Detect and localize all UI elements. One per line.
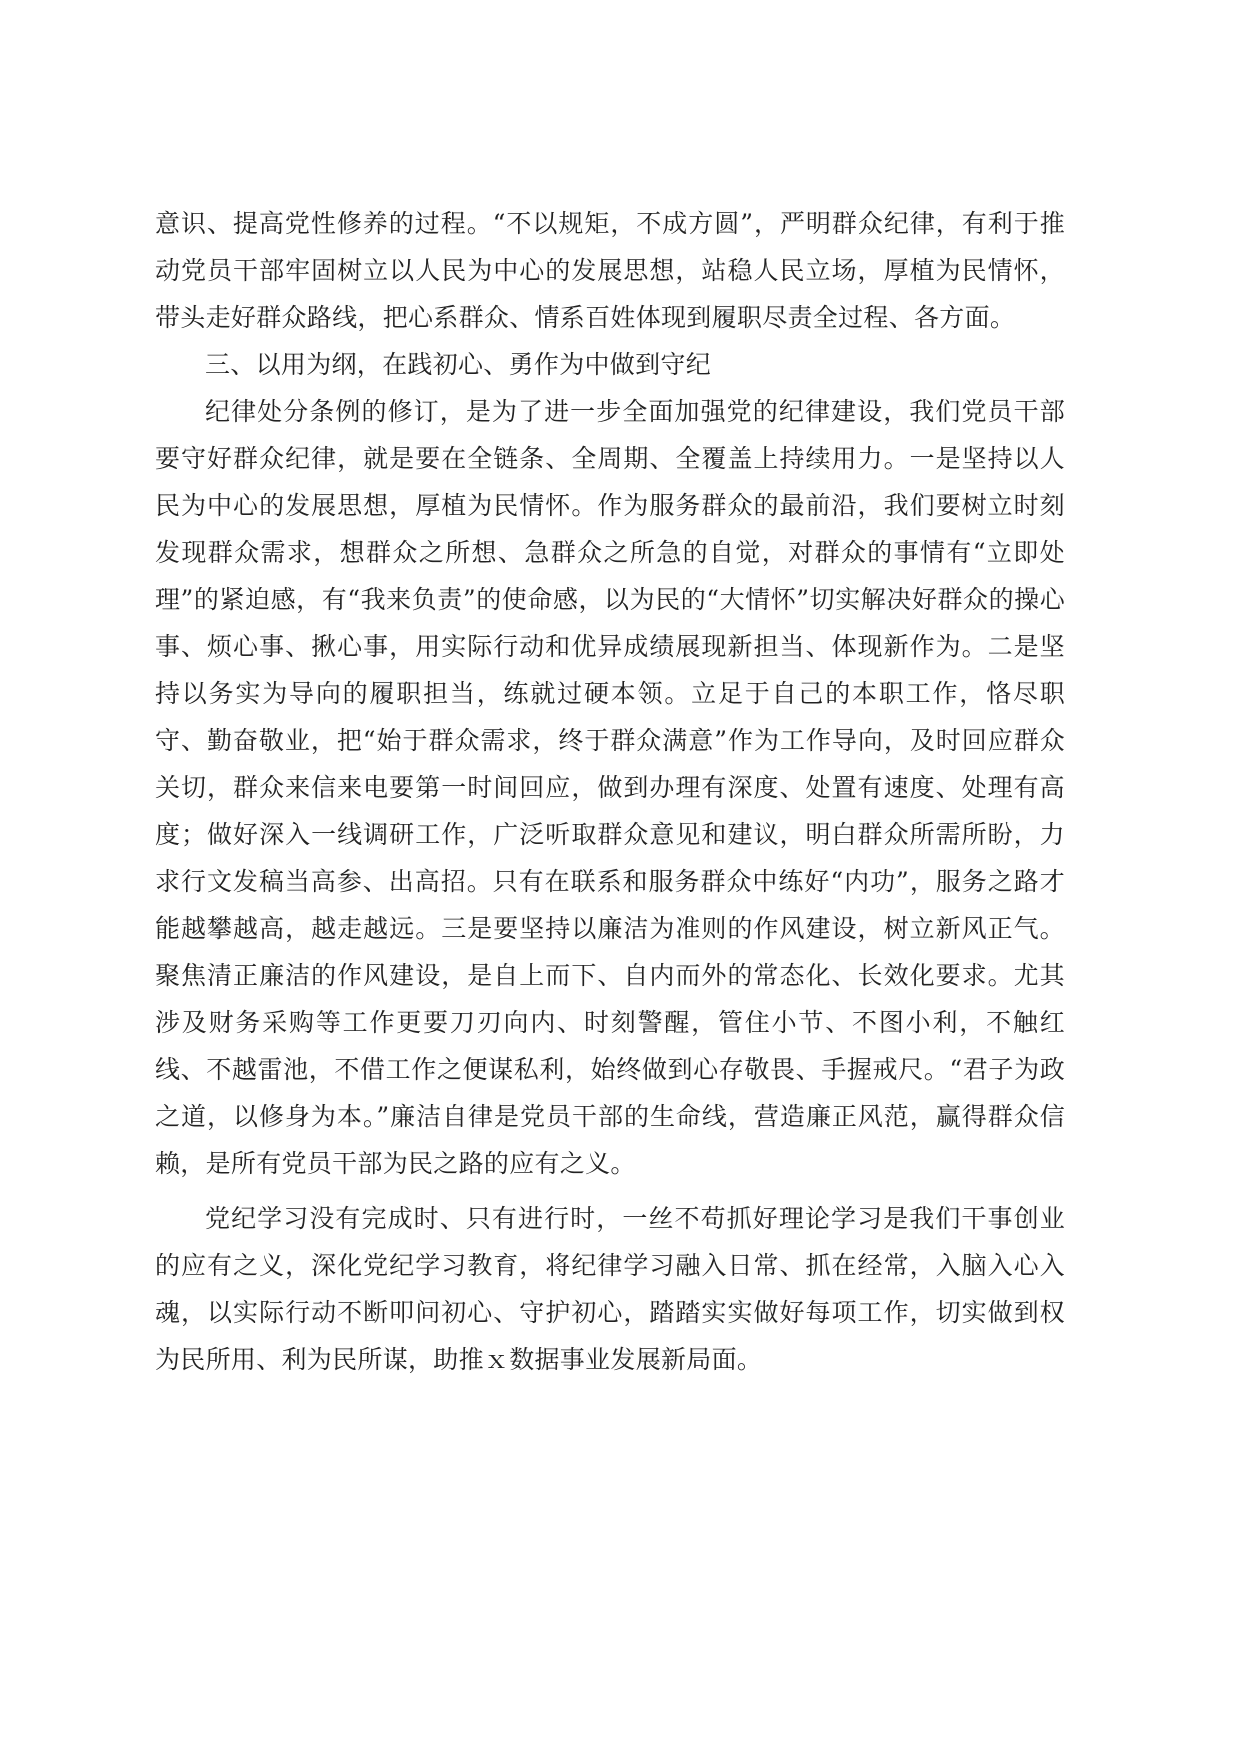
paragraph: 纪律处分条例的修订，是为了进一步全面加强党的纪律建设，我们党员干部要守好群众纪律，就是要在全链条、全周期、全覆盖上持续用力。一是坚持以人民为中心的发展思想，厚植为民情怀。作为服务群众的最前沿，我们要树立时刻发现群众需求，想群众之所想、急群众之所急的自觉，对群众的事情有“立即处理”的紧迫感，有“我来负责”的使命感，以为民的“大情怀”切实解决好群众的操心事、烦心事、揪心事，用实际行动和优异成绩展现新担当、体现新作为。二是坚持以务实为导向的履职担当，练就过硬本领。立足于自己的本职工作，恪尽职守、勤奋敬业，把“始于群众需求，终于群众满意”作为工作导向，及时回应群众关切，群众来信来电要第一时间回应，做到办理有深度、处置有速度、处理有高度；做好深入一线调研工作，广泛听取群众意见和建议，明白群众所需所盼，力求行文发稿当高参、出高招。只有在联系和服务群众中练好“内功”，服务之路才能越攀越高，越走越远。三是要坚持以廉洁为准则的作风建设，树立新风正气。聚焦清正廉洁的作风建设，是自上而下、自内而外的常态化、长效化要求。尤其涉及财务采购等工作更要刀刃向内、时刻警醒，管住小节、不图小利，不触红线、不越雷池，不借工作之便谋私利，始终做到心存敬畏、手握戒尺。“君子为政之道，以修身为本。”廉洁自律是党员干部的生命线，营造廉正风范，赢得群众信赖，是所有党员干部为民之路的应有之义。 [155,397,1065,1178]
paragraph-continued: 意识、提高党性修养的过程。“不以规矩，不成方圆”，严明群众纪律，有利于推动党员干部牢固树立以人民为中心的发展思想，站稳人民立场，厚植为民情怀，带头走好群众路线，把心系群众、情系百姓体现到履职尽责全过程、各方面。 [155,209,1065,332]
section-heading: 三、以用为纲，在践初心、勇作为中做到守纪 [205,350,712,379]
paragraph-closing: 党纪学习没有完成时、只有进行时，一丝不苟抓好理论学习是我们干事创业的应有之义，深化党纪学习教育，将纪律学习融入日常、抓在经常，入脑入心入魂，以实际行动不断叩问初心、守护初心，踏踏实实做好每项工作，切实做到权为民所用、利为民所谋，助推ｘ数据事业发展新局面。 [155,1204,1065,1374]
document-body [155,200,1065,1383]
